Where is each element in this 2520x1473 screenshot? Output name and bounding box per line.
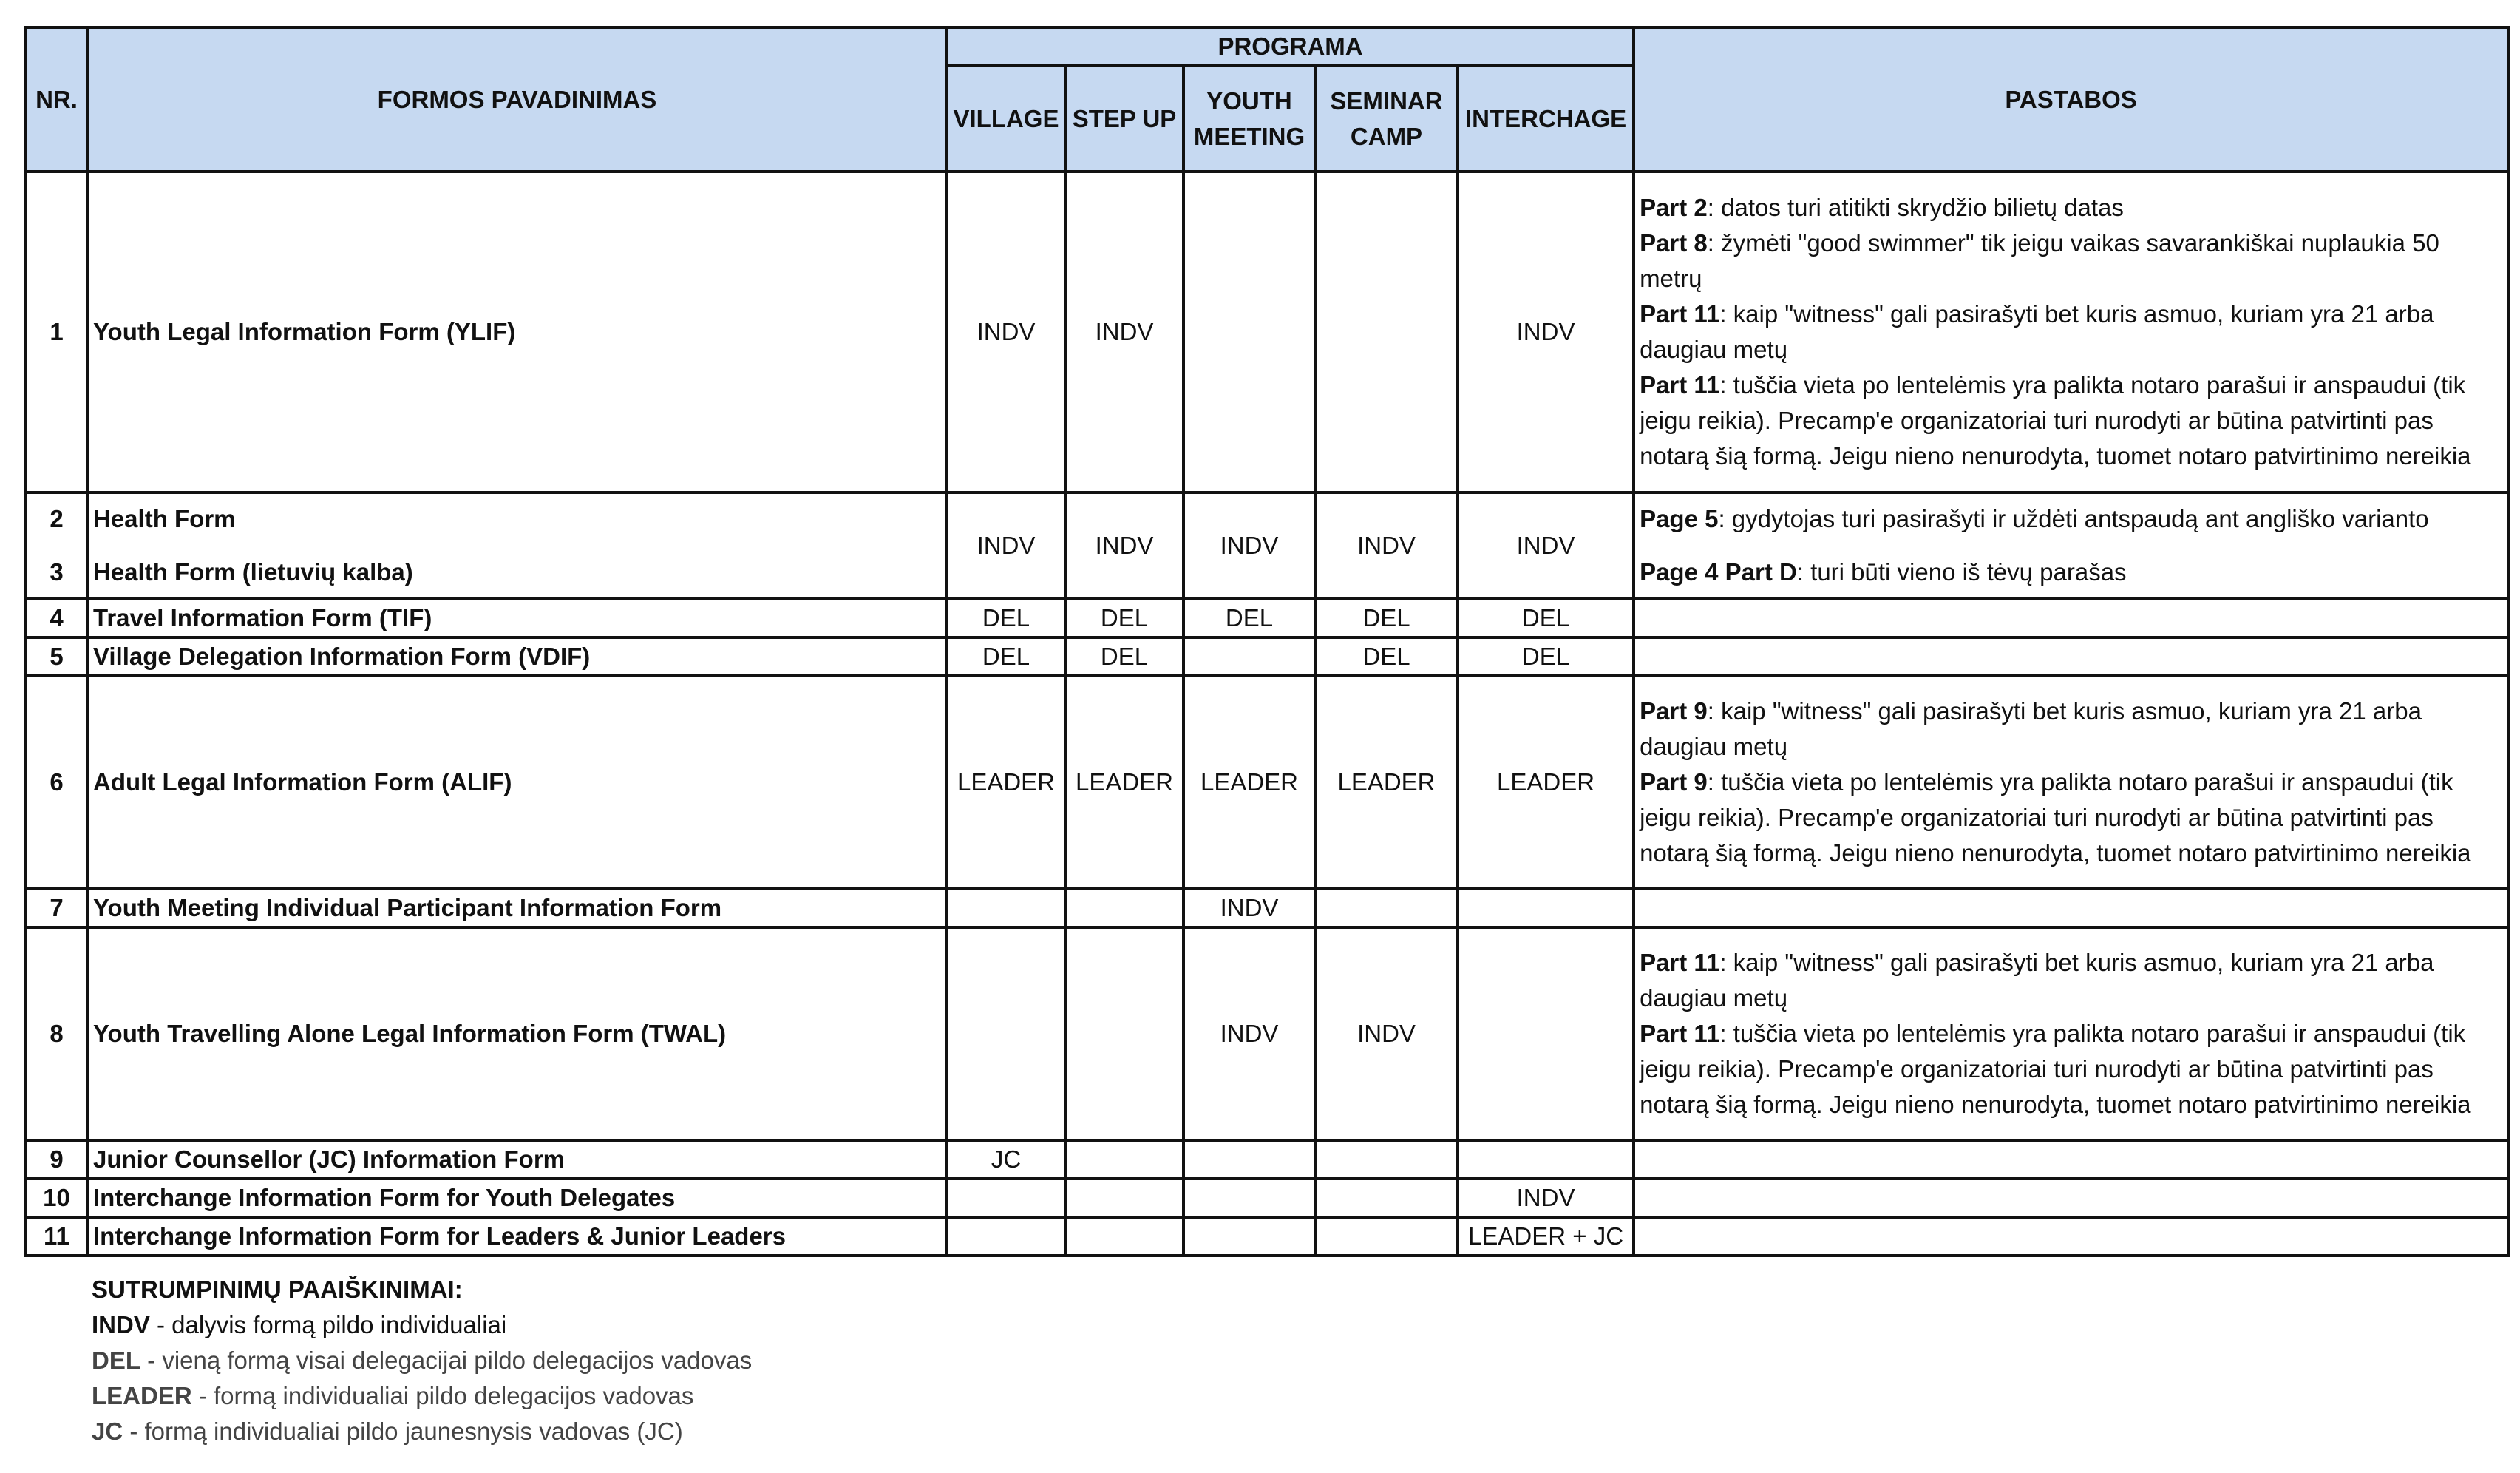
cell-youth-meeting — [1183, 1140, 1315, 1179]
cell-village: INDV — [947, 492, 1065, 599]
cell-village: LEADER — [947, 676, 1065, 889]
cell-step-up: INDV — [1065, 172, 1183, 492]
legend-abbr: JC — [92, 1418, 123, 1445]
cell-village: DEL — [947, 637, 1065, 676]
note-line — [1640, 765, 2502, 871]
cell-step-up — [1065, 1140, 1183, 1179]
note-text: : datos turi atitikti skrydžio bilietų datas — [1707, 194, 2124, 221]
note-line — [1640, 190, 2502, 226]
form-name-part: Health Form — [93, 505, 236, 532]
table-row — [26, 637, 2508, 676]
row-number: 4 — [26, 599, 87, 637]
notes-cell — [1634, 1140, 2508, 1179]
note-line — [1640, 945, 2502, 1016]
legend-text: - formą individualiai pildo delegacijos vadovas — [191, 1382, 694, 1409]
table-header — [26, 27, 2508, 172]
cell-interchange: LEADER + JC — [1458, 1217, 1634, 1256]
note-line — [1640, 694, 2502, 765]
cell-seminar-camp — [1315, 1217, 1458, 1256]
cell-village: DEL — [947, 599, 1065, 637]
form-name: Junior Counsellor (JC) Information Form — [87, 1140, 947, 1179]
header-form-name: FORMOS PAVADINIMAS — [87, 27, 947, 172]
note-label: Part 8 — [1640, 229, 1708, 257]
note-label: Page 4 Part D — [1640, 558, 1797, 586]
form-name: Travel Information Form (TIF) — [87, 599, 947, 637]
cell-seminar-camp — [1315, 1179, 1458, 1217]
note-text: : turi būti vieno iš tėvų parašas — [1796, 558, 2127, 586]
cell-village: INDV — [947, 172, 1065, 492]
legend-item-indv — [92, 1307, 752, 1343]
row-number-part: 3 — [50, 558, 64, 586]
notes-cell — [1634, 599, 2508, 637]
cell-youth-meeting: INDV — [1183, 492, 1315, 599]
forms-table — [24, 26, 2510, 1257]
cell-interchange — [1458, 927, 1634, 1140]
form-name: Interchange Information Form for Leaders & Junior Leaders — [87, 1217, 947, 1256]
row-number: 8 — [26, 927, 87, 1140]
cell-seminar-camp: LEADER — [1315, 676, 1458, 889]
row-number: 9 — [26, 1140, 87, 1179]
cell-youth-meeting: INDV — [1183, 889, 1315, 927]
notes-cell — [1634, 492, 2508, 599]
form-name: Youth Travelling Alone Legal Information Form (TWAL) — [87, 927, 947, 1140]
legend-title: SUTRUMPINIMŲ PAAIŠKINIMAI: — [92, 1276, 463, 1303]
note-line — [1640, 555, 2502, 590]
cell-interchange: INDV — [1458, 172, 1634, 492]
header-program-village: VILLAGE — [947, 66, 1065, 172]
cell-youth-meeting — [1183, 637, 1315, 676]
notes-cell — [1634, 637, 2508, 676]
cell-interchange — [1458, 889, 1634, 927]
header-program-youth-meeting: YOUTH MEETING — [1183, 66, 1315, 172]
cell-seminar-camp — [1315, 1140, 1458, 1179]
cell-youth-meeting: INDV — [1183, 927, 1315, 1140]
cell-youth-meeting — [1183, 172, 1315, 492]
form-name: Interchange Information Form for Youth Delegates — [87, 1179, 947, 1217]
note-line — [1640, 297, 2502, 368]
table-row — [26, 599, 2508, 637]
notes-cell — [1634, 927, 2508, 1140]
legend-item-leader — [92, 1378, 752, 1414]
note-label: Part 9 — [1640, 768, 1708, 796]
note-label: Part 11 — [1640, 1020, 1720, 1047]
legend-item-jc — [92, 1414, 752, 1449]
row-number: 5 — [26, 637, 87, 676]
note-text: : kaip "witness" gali pasirašyti bet kuris asmuo, kuriam yra 21 arba daugiau metų — [1640, 949, 2434, 1012]
note-text: : tuščia vieta po lentelėmis yra palikta notaro parašui ir anspaudui (tik jeigu reikia). Precamp'e organizatoriai turi nurodyti ar būtina patvirtinti pas notarą šią formą. Jeigu nieno nenurodyta, tuomet notaro patvirtinimo nereikia — [1640, 371, 2471, 470]
note-text: : tuščia vieta po lentelėmis yra palikta notaro parašui ir anspaudui (tik jeigu reikia). Precamp'e organizatoriai turi nurodyti ar būtina patvirtinti pas notarą šią formą. Jeigu nieno nenurodyta, tuomet notaro patvirtinimo nereikia — [1640, 768, 2471, 867]
notes-cell — [1634, 172, 2508, 492]
legend-abbr: INDV — [92, 1311, 150, 1338]
cell-step-up — [1065, 927, 1183, 1140]
notes-cell — [1634, 676, 2508, 889]
legend-text: - dalyvis formą pildo individualiai — [149, 1311, 507, 1338]
cell-seminar-camp: INDV — [1315, 492, 1458, 599]
row-number: 1 — [26, 172, 87, 492]
notes-cell — [1634, 1217, 2508, 1256]
row-number-part: 2 — [50, 505, 64, 532]
cell-seminar-camp: DEL — [1315, 637, 1458, 676]
cell-interchange: DEL — [1458, 599, 1634, 637]
cell-youth-meeting — [1183, 1179, 1315, 1217]
cell-step-up: LEADER — [1065, 676, 1183, 889]
note-label: Part 9 — [1640, 697, 1708, 725]
note-text: : kaip "witness" gali pasirašyti bet kuris asmuo, kuriam yra 21 arba daugiau metų — [1640, 697, 2422, 760]
table-row — [26, 492, 2508, 599]
note-text: : tuščia vieta po lentelėmis yra palikta notaro parašui ir anspaudui (tik jeigu reikia). Precamp'e organizatoriai turi nurodyti ar būtina patvirtinti pas notarą šią formą. Jeigu nieno nenurodyta, tuomet notaro patvirtinimo nereikia — [1640, 1020, 2471, 1118]
header-program-step-up: STEP UP — [1065, 66, 1183, 172]
table-row — [26, 1140, 2508, 1179]
row-number: 11 — [26, 1217, 87, 1256]
table-row — [26, 1217, 2508, 1256]
notes-cell — [1634, 1179, 2508, 1217]
cell-interchange — [1458, 1140, 1634, 1179]
form-name: Village Delegation Information Form (VDIF) — [87, 637, 947, 676]
header-program-interchange: INTERCHAGE — [1458, 66, 1634, 172]
note-label: Part 11 — [1640, 300, 1720, 328]
note-line — [1640, 1016, 2502, 1122]
table-row — [26, 889, 2508, 927]
legend-item-del — [92, 1343, 752, 1378]
note-label: Part 11 — [1640, 949, 1720, 976]
cell-step-up — [1065, 1217, 1183, 1256]
cell-step-up: DEL — [1065, 637, 1183, 676]
table-row — [26, 676, 2508, 889]
cell-interchange: DEL — [1458, 637, 1634, 676]
cell-interchange: INDV — [1458, 492, 1634, 599]
form-name: Youth Meeting Individual Participant Information Form — [87, 889, 947, 927]
note-label: Part 2 — [1640, 194, 1708, 221]
cell-youth-meeting: LEADER — [1183, 676, 1315, 889]
cell-step-up: DEL — [1065, 599, 1183, 637]
legend-abbr: LEADER — [92, 1382, 192, 1409]
abbreviations-legend — [92, 1272, 752, 1449]
cell-step-up: INDV — [1065, 492, 1183, 599]
header-program-seminar-camp: SEMINAR CAMP — [1315, 66, 1458, 172]
note-label: Part 11 — [1640, 371, 1720, 399]
header-notes: PASTABOS — [1634, 27, 2508, 172]
cell-interchange: LEADER — [1458, 676, 1634, 889]
cell-seminar-camp: DEL — [1315, 599, 1458, 637]
table-body — [26, 172, 2508, 1256]
cell-seminar-camp: INDV — [1315, 927, 1458, 1140]
cell-step-up — [1065, 1179, 1183, 1217]
header-program: PROGRAMA — [947, 27, 1634, 66]
note-label: Page 5 — [1640, 505, 1719, 532]
row-number: 6 — [26, 676, 87, 889]
cell-seminar-camp — [1315, 172, 1458, 492]
form-name: Adult Legal Information Form (ALIF) — [87, 676, 947, 889]
cell-village — [947, 1179, 1065, 1217]
cell-youth-meeting: DEL — [1183, 599, 1315, 637]
table-row — [26, 927, 2508, 1140]
cell-youth-meeting — [1183, 1217, 1315, 1256]
note-text: : žymėti "good swimmer" tik jeigu vaikas savarankiškai nuplaukia 50 metrų — [1640, 229, 2439, 292]
form-name: Youth Legal Information Form (YLIF) — [87, 172, 947, 492]
note-line — [1640, 226, 2502, 297]
cell-village — [947, 1217, 1065, 1256]
header-nr: NR. — [26, 27, 87, 172]
row-number: 7 — [26, 889, 87, 927]
note-line — [1640, 501, 2502, 537]
cell-village — [947, 927, 1065, 1140]
note-text: : kaip "witness" gali pasirašyti bet kuris asmuo, kuriam yra 21 arba daugiau metų — [1640, 300, 2434, 363]
row-number — [26, 492, 87, 599]
note-text: : gydytojas turi pasirašyti ir uždėti antspaudą ant angliško varianto — [1718, 505, 2429, 532]
cell-village: JC — [947, 1140, 1065, 1179]
row-number: 10 — [26, 1179, 87, 1217]
legend-text: - formą individualiai pildo jaunesnysis vadovas (JC) — [123, 1418, 683, 1445]
legend-abbr: DEL — [92, 1347, 140, 1374]
table-row — [26, 1179, 2508, 1217]
note-line — [1640, 368, 2502, 474]
cell-interchange: INDV — [1458, 1179, 1634, 1217]
legend-text: - vieną formą visai delegacijai pildo delegacijos vadovas — [140, 1347, 753, 1374]
form-name-part: Health Form (lietuvių kalba) — [93, 558, 413, 586]
notes-cell — [1634, 889, 2508, 927]
cell-seminar-camp — [1315, 889, 1458, 927]
form-name — [87, 492, 947, 599]
table-row — [26, 172, 2508, 492]
cell-step-up — [1065, 889, 1183, 927]
cell-village — [947, 889, 1065, 927]
